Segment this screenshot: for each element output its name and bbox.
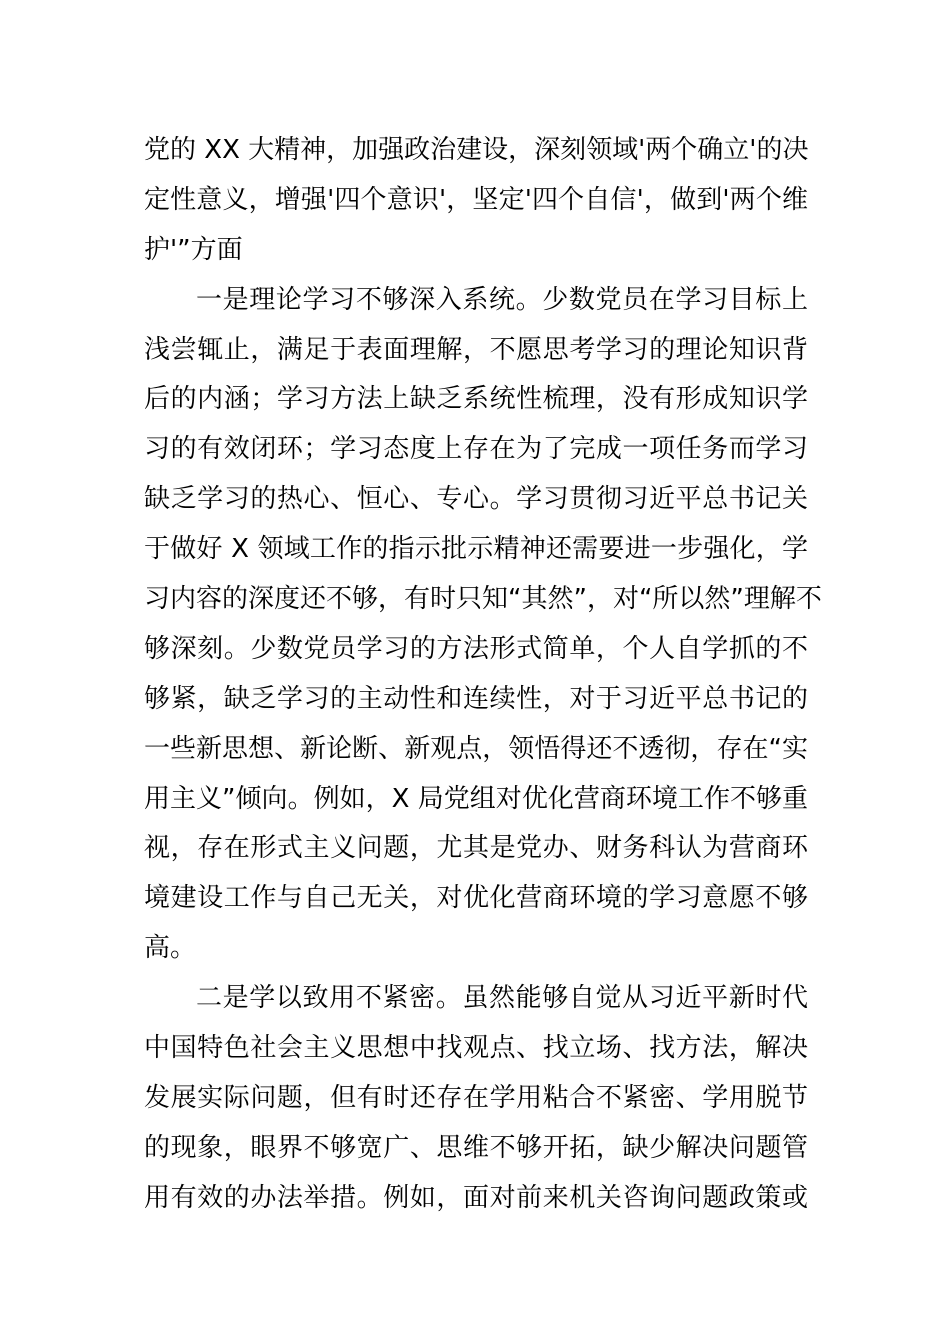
text-line: 高。 xyxy=(144,933,197,964)
text-line: 一些新思想、新论断、新观点，领悟得还不透彻，存在“实 xyxy=(144,733,808,764)
text-line: 缺乏学习的热心、恒心、专心。学习贯彻习近平总书记关 xyxy=(144,484,808,515)
text-line: 境建设工作与自己无关，对优化营商环境的学习意愿不够 xyxy=(144,883,808,914)
text-line: 用主义”倾向。例如，X 局党组对优化营商环境工作不够重 xyxy=(144,783,808,814)
text-line: 后的内涵；学习方法上缺乏系统性梳理，没有形成知识学 xyxy=(144,384,808,415)
text-line: 党的 XX 大精神，加强政治建设，深刻领域'两个确立'的决 xyxy=(144,135,809,165)
text-line: 视，存在形式主义问题，尤其是党办、财务科认为营商环 xyxy=(144,833,808,864)
text-line: 发展实际问题，但有时还存在学用粘合不紧密、学用脱节 xyxy=(144,1082,808,1113)
text-line: 于做好 X 领域工作的指示批示精神还需要进一步强化，学 xyxy=(144,534,808,565)
text-line: 定性意义，增强'四个意识'，坚定'四个自信'，做到'两个维 xyxy=(144,184,808,215)
text-line: 的现象，眼界不够宽广、思维不够开拓，缺少解决问题管 xyxy=(144,1132,808,1163)
document-body xyxy=(144,126,822,1224)
text-line: 用有效的办法举措。例如，面对前来机关咨询问题政策或 xyxy=(144,1182,808,1213)
text-line: 够深刻。少数党员学习的方法形式简单，个人自学抓的不 xyxy=(144,633,808,664)
text-line: 护'”方面 xyxy=(144,234,243,265)
text-line: 习内容的深度还不够，有时只知“其然”，对“所以然”理解不 xyxy=(144,584,822,615)
text-line: 够紧，缺乏学习的主动性和连续性，对于习近平总书记的 xyxy=(144,683,808,714)
text-line: 中国特色社会主义思想中找观点、找立场、找方法，解决 xyxy=(144,1033,808,1064)
text-line: 浅尝辄止，满足于表面理解，不愿思考学习的理论知识背 xyxy=(144,334,808,365)
paragraph-first-line: 二是学以致用不紧密。虽然能够自觉从习近平新时代 xyxy=(196,983,808,1014)
text-line: 习的有效闭环；学习态度上存在为了完成一项任务而学习 xyxy=(144,434,808,465)
paragraph-first-line: 一是理论学习不够深入系统。少数党员在学习目标上 xyxy=(196,284,808,315)
